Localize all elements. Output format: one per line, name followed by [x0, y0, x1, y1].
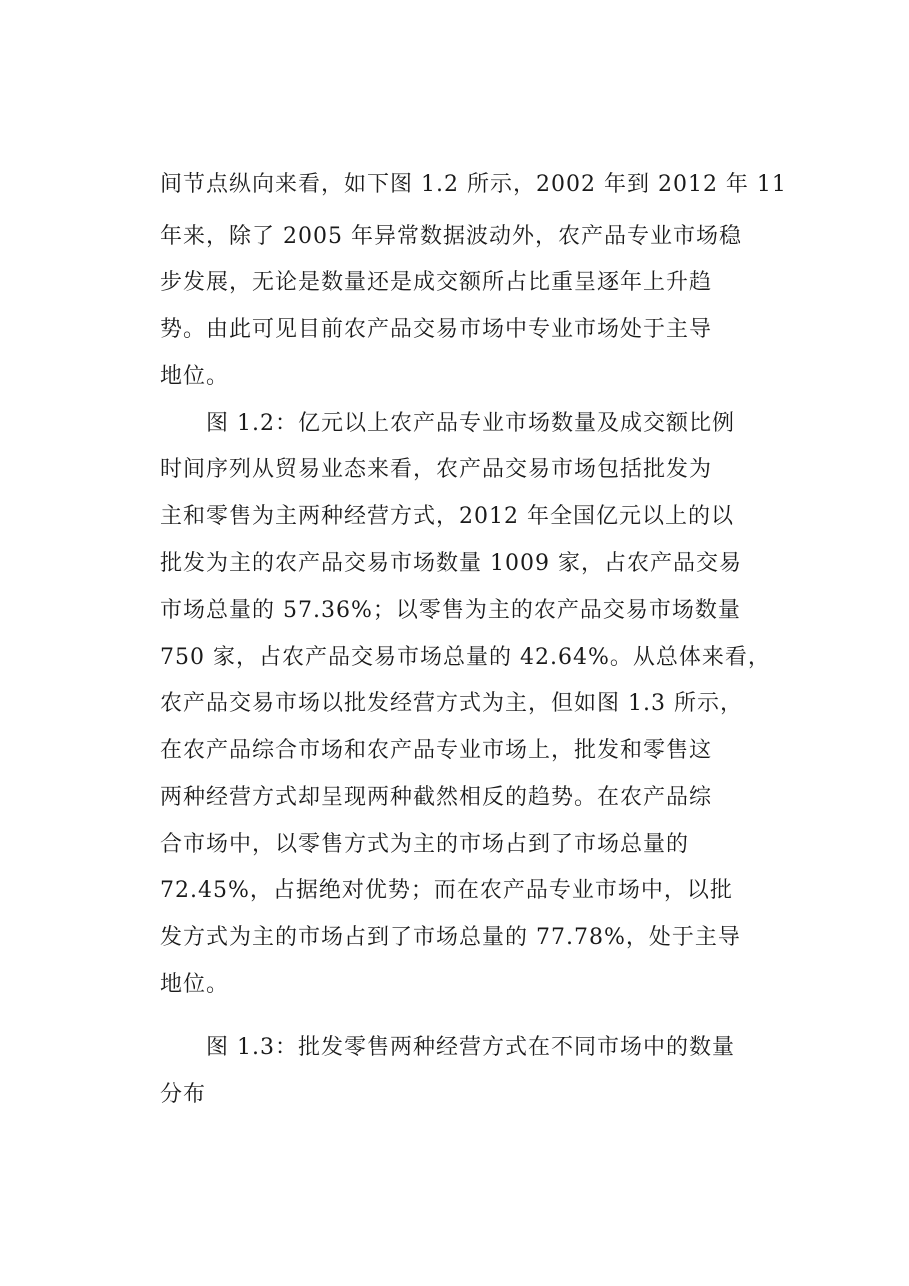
- text-line: 年来，除了 2005 年异常数据波动外，农产品专业市场稳: [160, 224, 742, 249]
- text-line: 间节点纵向来看，如下图 1.2 所示，2002 年到 2012 年 11: [160, 172, 787, 197]
- text-line: 发方式为主的市场占到了市场总量的 77.78%，处于主导: [160, 925, 741, 950]
- figure-caption-1-3: 图 1.3：批发零售两种经营方式在不同市场中的数量: [206, 1035, 735, 1060]
- text-line: 分布: [160, 1082, 207, 1107]
- text-line: 批发为主的农产品交易市场数量 1009 家，占农产品交易: [160, 551, 742, 576]
- text-line: 两种经营方式却呈现两种截然相反的趋势。在农产品综: [160, 785, 713, 810]
- text-line: 合市场中，以零售方式为主的市场占到了市场总量的: [160, 832, 690, 857]
- text-line: 农产品交易市场以批发经营方式为主，但如图 1.3 所示，: [160, 691, 743, 716]
- figure-caption-1-2: 图 1.2：亿元以上农产品专业市场数量及成交额比例: [206, 411, 735, 436]
- text-line: 750 家，占农产品交易市场总量的 42.64%。从总体来看，: [160, 645, 771, 670]
- text-line: 地位。: [160, 364, 230, 389]
- text-line: 72.45%，占据绝对优势；而在农产品专业市场中，以批: [160, 878, 733, 903]
- text-line: 势。由此可见目前农产品交易市场中专业市场处于主导: [160, 317, 713, 342]
- text-line: 步发展，无论是数量还是成交额所占比重呈逐年上升趋: [160, 270, 713, 295]
- text-line: 在农产品综合市场和农产品专业市场上，批发和零售这: [160, 738, 713, 763]
- text-line: 市场总量的 57.36%；以零售为主的农产品交易市场数量: [160, 598, 741, 623]
- text-line: 地位。: [160, 972, 230, 997]
- text-line: 时间序列从贸易业态来看，农产品交易市场包括批发为: [160, 457, 713, 482]
- text-line: 主和零售为主两种经营方式，2012 年全国亿元以上的以: [160, 504, 734, 529]
